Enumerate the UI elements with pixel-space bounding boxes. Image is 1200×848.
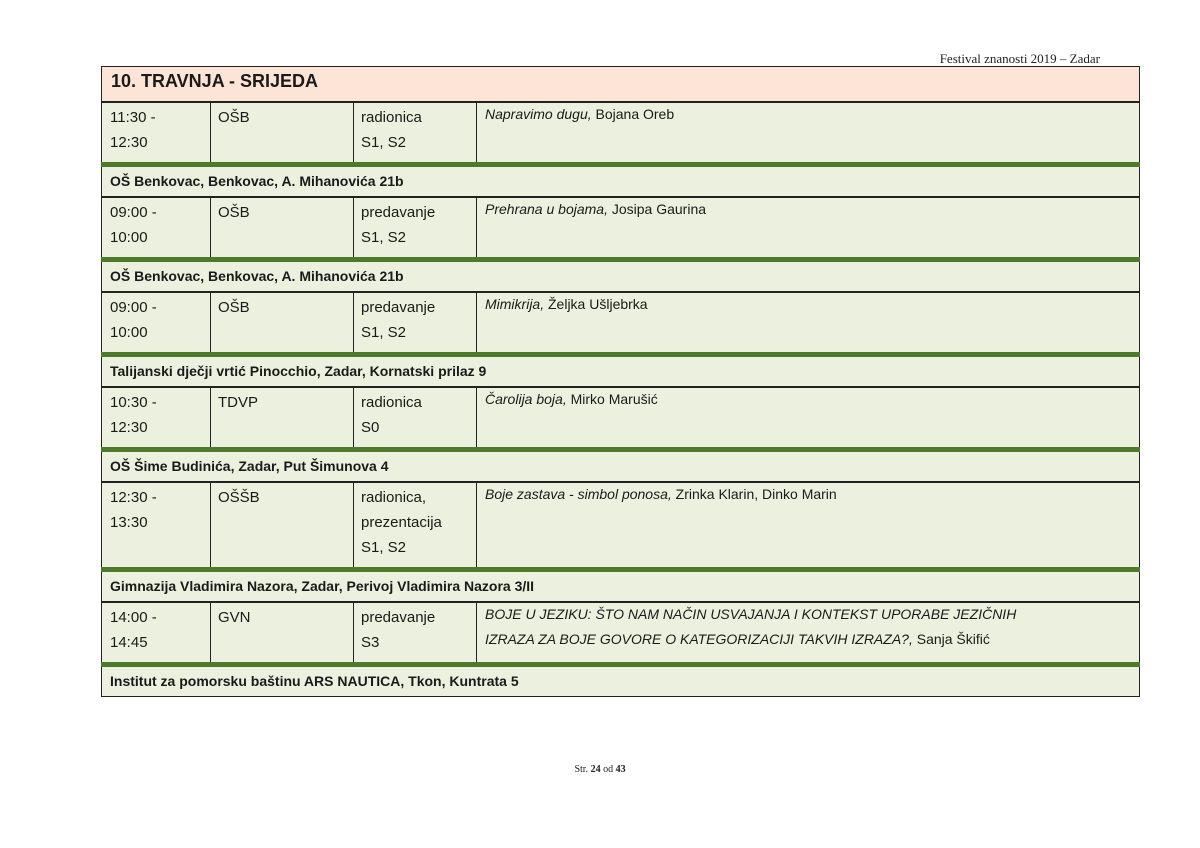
event-type [354,483,477,567]
event-row [101,197,1140,257]
event-organizer [211,198,354,257]
event-title: Boje zastava - simbol ponosa, [485,486,672,502]
time-line: 14:00 - [110,609,157,626]
description-line [485,389,1131,414]
event-time [102,603,211,662]
event-organizer [211,293,354,352]
event-type [354,103,477,162]
event-title: BOJE U JEZIKU: ŠTO NAM NAČIN USVAJANJA I KONTEKST UPORABE JEZIČNIH [485,606,1017,622]
event-row [101,482,1140,567]
venue-heading: OŠ Šime Budinića, Zadar, Put Šimunova 4 [101,452,1140,482]
time-line: 10:30 - [110,394,157,411]
page-total: 43 [615,764,626,775]
event-type [354,603,477,662]
time-line: 12:30 [110,419,148,436]
event-title: Mimikrija, [485,296,545,312]
event-list [101,102,1140,697]
venue-heading: OŠ Benkovac, Benkovac, A. Mihanovića 21b [101,262,1140,292]
type-line: S1, S2 [361,229,407,246]
type-line: predavanje [361,204,436,221]
event-presenters: Josipa Gaurina [607,201,707,217]
organizer-code: OŠB [218,299,250,316]
type-line: S1, S2 [361,134,407,151]
organizer-code: GVN [218,609,251,626]
event-organizer [211,603,354,662]
time-line: 14:45 [110,634,148,651]
time-line: 12:30 [110,134,148,151]
organizer-code: OŠB [218,109,250,126]
event-row [101,387,1140,447]
event-description [477,388,1139,447]
event-time [102,293,211,352]
type-line: S1, S2 [361,324,407,341]
time-line: 13:30 [110,514,148,531]
event-title: Napravimo dugu, [485,106,592,122]
time-line: 10:00 [110,229,148,246]
event-presenters: Mirko Marušić [566,391,658,407]
event-presenters: Zrinka Klarin, Dinko Marin [671,486,837,502]
organizer-code: OŠB [218,204,250,221]
event-title: Čarolija boja, [485,391,567,407]
event-time [102,483,211,567]
event-time [102,103,211,162]
event-type [354,388,477,447]
event-row [101,292,1140,352]
description-line [485,294,1131,319]
venue-heading: Talijanski dječji vrtić Pinocchio, Zadar, Kornatski prilaz 9 [101,357,1140,387]
organizer-code: OŠŠB [218,489,260,506]
type-line: radionica [361,109,422,126]
event-presenters: Željka Ušljebrka [544,296,648,312]
event-title: Prehrana u bojama, [485,201,608,217]
description-line [485,604,1131,629]
venue-heading: Gimnazija Vladimira Nazora, Zadar, Perivoj Vladimira Nazora 3/II [101,572,1140,602]
type-line: predavanje [361,609,436,626]
event-organizer [211,103,354,162]
event-title: IZRAZA ZA BOJE GOVORE O KATEGORIZACIJI TAKVIH IZRAZA?, [485,631,913,647]
document-header: Festival znanosti 2019 – Zadar [939,51,1100,66]
type-line: predavanje [361,299,436,316]
event-description [477,198,1139,257]
page-footer: Str. 24 od 43 [574,764,626,775]
description-line [485,484,1131,509]
description-line [485,104,1131,129]
event-row [101,602,1140,662]
type-line: radionica [361,394,422,411]
type-line: radionica, [361,489,427,506]
description-line [485,199,1131,224]
type-line: S3 [361,634,380,651]
day-title: 10. TRAVNJA - SRIJEDA [101,66,1140,102]
time-line: 11:30 - [110,109,156,126]
time-line: 10:00 [110,324,148,341]
description-line [485,629,1131,654]
time-line: 09:00 - [110,299,157,316]
event-description [477,293,1139,352]
event-row [101,102,1140,162]
type-line: prezentacija [361,514,442,531]
page-number: 24 [590,764,601,775]
event-time [102,198,211,257]
event-time [102,388,211,447]
organizer-code: TDVP [218,394,259,411]
event-organizer [211,388,354,447]
venue-heading: OŠ Benkovac, Benkovac, A. Mihanovića 21b [101,167,1140,197]
time-line: 09:00 - [110,204,157,221]
event-description [477,603,1139,662]
event-organizer [211,483,354,567]
venue-heading: Institut za pomorsku baštinu ARS NAUTICA, Tkon, Kuntrata 5 [101,667,1140,697]
type-line: S0 [361,419,380,436]
type-line: S1, S2 [361,539,407,556]
schedule-table [101,66,1140,697]
event-type [354,198,477,257]
event-description [477,103,1139,162]
event-type [354,293,477,352]
time-line: 12:30 - [110,489,157,506]
event-presenters: Bojana Oreb [591,106,675,122]
event-description [477,483,1139,567]
event-presenters: Sanja Škifić [912,631,990,647]
